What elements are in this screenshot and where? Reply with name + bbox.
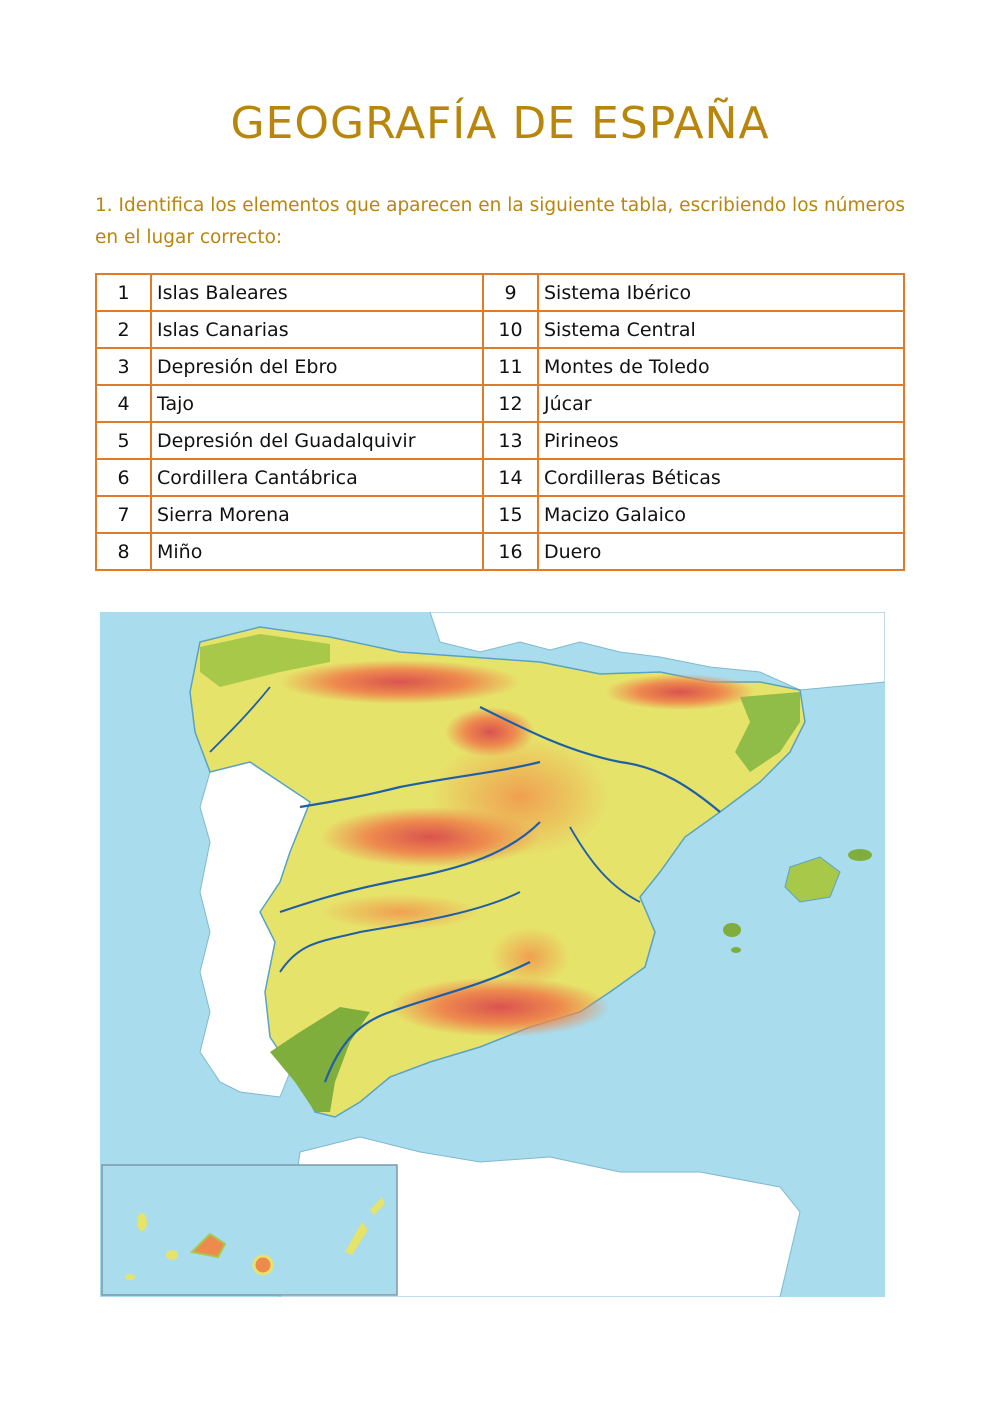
island-ibiza [723, 923, 741, 937]
item-number: 15 [483, 496, 538, 533]
item-name: Miño [151, 533, 483, 570]
map-svg [100, 612, 885, 1297]
item-name: Sistema Ibérico [538, 274, 904, 311]
item-name: Pirineos [538, 422, 904, 459]
item-number: 4 [96, 385, 151, 422]
item-name: Cordillera Cantábrica [151, 459, 483, 496]
item-number: 11 [483, 348, 538, 385]
table-row [96, 311, 904, 348]
table-row [96, 533, 904, 570]
item-name: Montes de Toledo [538, 348, 904, 385]
table-row [96, 496, 904, 533]
item-name: Tajo [151, 385, 483, 422]
item-number: 14 [483, 459, 538, 496]
item-number: 12 [483, 385, 538, 422]
island-formentera [731, 947, 741, 953]
item-number: 2 [96, 311, 151, 348]
page-title: GEOGRAFÍA DE ESPAÑA [230, 98, 770, 149]
iberian-system-peak [445, 707, 535, 757]
item-name: Islas Canarias [151, 311, 483, 348]
island-menorca [848, 849, 872, 861]
item-number: 1 [96, 274, 151, 311]
item-number: 5 [96, 422, 151, 459]
item-name: Cordilleras Béticas [538, 459, 904, 496]
canary-inset-frame [102, 1165, 397, 1295]
item-name: Sistema Central [538, 311, 904, 348]
item-number: 6 [96, 459, 151, 496]
pyrenees-relief [605, 674, 755, 710]
item-number: 7 [96, 496, 151, 533]
table-row [96, 385, 904, 422]
betic-relief [390, 977, 610, 1037]
betic-peak [490, 927, 570, 987]
table-row [96, 348, 904, 385]
item-name: Júcar [538, 385, 904, 422]
elements-table [95, 273, 905, 571]
item-name: Duero [538, 533, 904, 570]
item-name: Sierra Morena [151, 496, 483, 533]
island-gran-canaria [254, 1256, 272, 1274]
island-la-gomera [166, 1250, 178, 1260]
item-name: Depresión del Guadalquivir [151, 422, 483, 459]
item-name: Macizo Galaico [538, 496, 904, 533]
item-number: 13 [483, 422, 538, 459]
table-row [96, 274, 904, 311]
island-la-palma [137, 1213, 147, 1231]
instruction-text: 1. Identifica los elementos que aparecen en la siguiente tabla, escribiendo los números en el lugar correcto: [95, 195, 906, 248]
item-number: 9 [483, 274, 538, 311]
item-number: 16 [483, 533, 538, 570]
item-name: Islas Baleares [151, 274, 483, 311]
table-row [96, 459, 904, 496]
item-number: 10 [483, 311, 538, 348]
island-el-hierro [125, 1274, 135, 1280]
spain-physical-map [100, 612, 885, 1297]
item-number: 8 [96, 533, 151, 570]
table-row [96, 422, 904, 459]
item-number: 3 [96, 348, 151, 385]
item-name: Depresión del Ebro [151, 348, 483, 385]
cantabrian-relief [280, 660, 520, 704]
